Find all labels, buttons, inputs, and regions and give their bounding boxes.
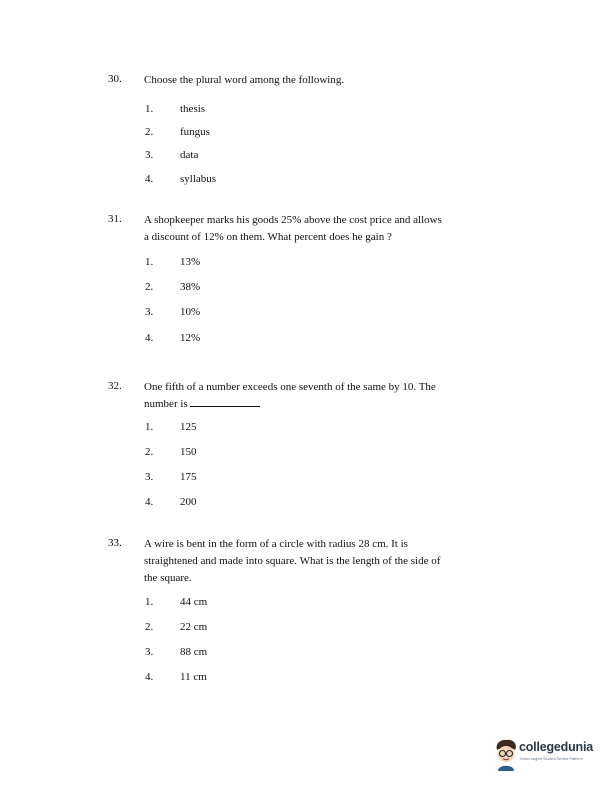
option-number: 3.: [145, 646, 154, 658]
option-text: fungus: [180, 126, 210, 138]
option-text: data: [180, 149, 199, 161]
question-line: the square.: [144, 572, 192, 584]
option-number: 3.: [145, 149, 154, 161]
option-text: 44 cm: [180, 596, 208, 608]
option-text: 12%: [180, 332, 201, 344]
question-line: Choose the plural word among the following.: [144, 74, 345, 86]
option-text: 38%: [180, 281, 201, 293]
option-text: 125: [180, 421, 197, 433]
question-text: [144, 212, 504, 246]
option-text: 200: [180, 496, 197, 508]
option-text: 22 cm: [180, 621, 208, 633]
option-number: 2.: [145, 281, 154, 293]
option-text: 11 cm: [180, 671, 207, 683]
option-number: 2.: [145, 621, 154, 633]
question-line: [144, 396, 504, 413]
question-text: [144, 379, 504, 413]
option-number: 1.: [145, 421, 154, 433]
question-line-text: number is: [144, 398, 188, 410]
student-mascot-icon: [492, 738, 520, 772]
question-line: A wire is bent in the form of a circle with radius 28 cm. It is: [144, 538, 408, 550]
question-number: 30.: [108, 73, 122, 85]
option-text: syllabus: [180, 173, 217, 185]
question-line: straightened and made into square. What is the length of the side of: [144, 555, 441, 567]
option-text: thesis: [180, 103, 206, 115]
option-text: 13%: [180, 256, 201, 268]
question-line: A shopkeeper marks his goods 25% above the cost price and allows: [144, 214, 442, 226]
option-text: 88 cm: [180, 646, 208, 658]
answer-blank: [190, 396, 260, 407]
collegedunia-logo: [492, 738, 604, 772]
logo-wordmark: collegedunia: [519, 740, 594, 754]
option-number: 2.: [145, 126, 154, 138]
question-text: [144, 536, 504, 587]
question-text: [144, 72, 504, 89]
question-number: 31.: [108, 213, 122, 225]
option-number: 1.: [145, 103, 154, 115]
option-number: 2.: [145, 446, 154, 458]
question-number: 32.: [108, 380, 122, 392]
option-number: 4.: [145, 332, 154, 344]
option-number: 1.: [145, 596, 154, 608]
question-line: a discount of 12% on them. What percent does he gain ?: [144, 231, 392, 243]
question-line: One fifth of a number exceeds one seventh of the same by 10. The: [144, 381, 436, 393]
option-number: 1.: [145, 256, 154, 268]
option-text: 10%: [180, 306, 201, 318]
option-number: 4.: [145, 671, 154, 683]
option-number: 4.: [145, 173, 154, 185]
option-number: 4.: [145, 496, 154, 508]
question-number: 33.: [108, 537, 122, 549]
logo-tagline: India's largest Student Review Platform: [520, 757, 583, 761]
option-text: 150: [180, 446, 197, 458]
option-number: 3.: [145, 471, 154, 483]
option-number: 3.: [145, 306, 154, 318]
option-text: 175: [180, 471, 197, 483]
